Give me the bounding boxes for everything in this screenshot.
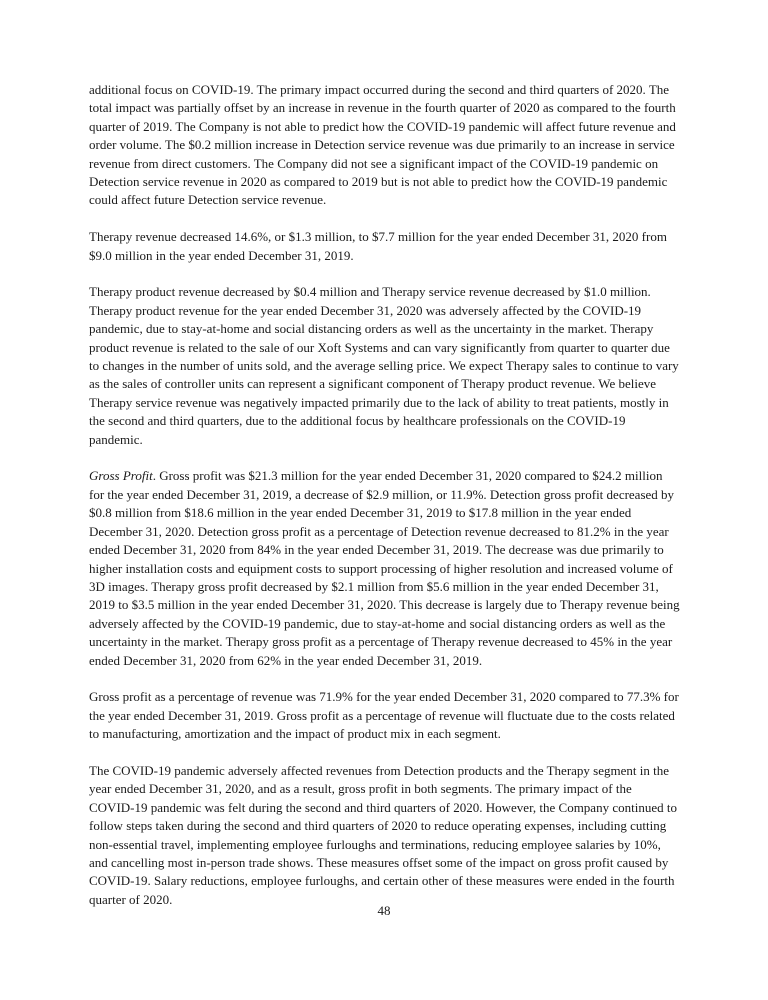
text-line: quarter of 2019. The Company is not able to predict how the COVID-19 pandemic will affect future revenue and <box>89 118 676 134</box>
text-line: ended December 31, 2020 from 84% in the year ended December 31, 2019. The decrease was due primarily to <box>89 542 664 558</box>
text-line: Therapy product revenue decreased by $0.4 million and Therapy service revenue decreased by $1.0 million. <box>89 284 651 300</box>
paragraph-therapy-product-service <box>89 283 689 449</box>
text-line: order volume. The $0.2 million increase in Detection service revenue was due primarily to an increase in service <box>89 137 675 153</box>
text-line: follow steps taken during the second and third quarters of 2020 to reduce operating expenses, including cutting <box>89 818 667 834</box>
text-line: the year ended December 31, 2019. Gross profit as a percentage of revenue will fluctuate due to the costs related <box>89 707 675 723</box>
text-line: The COVID-19 pandemic adversely affected revenues from Detection products and the Therapy segment in the <box>89 762 669 778</box>
text-line: COVID-19 pandemic was felt during the second and third quarters of 2020. However, the Company continued to <box>89 799 677 815</box>
text-line: Therapy revenue decreased 14.6%, or $1.3 million, to $7.7 million for the year ended December 31, 2020 from <box>89 229 667 245</box>
line-text: Gross profit was $21.3 million for the year ended December 31, 2020 compared to $24.2 million <box>155 468 663 484</box>
document-page <box>89 81 689 928</box>
page-number: 48 <box>377 903 391 918</box>
text-line: higher installation costs and equipment costs to support processing of higher resolution and increased volume of <box>89 560 673 576</box>
paragraph-gross-margin <box>89 688 689 743</box>
text-line: Detection service revenue in 2020 as compared to 2019 but is not able to predict how the COVID-19 pandemic <box>89 174 668 190</box>
text-line: to manufacturing, amortization and the impact of product mix in each segment. <box>89 726 501 742</box>
text-line: to changes in the number of units sold, and the average selling price. We expect Therapy sales to continue to vary <box>89 358 679 374</box>
text-line: uncertainty in the market. Therapy gross profit as a percentage of Therapy revenue decreased to 45% in the year <box>89 634 673 650</box>
heading-period: . <box>152 468 156 484</box>
text-line: pandemic. <box>89 431 143 447</box>
text-line: product revenue is related to the sale of our Xoft Systems and can vary significantly from quarter to quarter due <box>89 339 670 355</box>
text-line: December 31, 2020. Detection gross profit as a percentage of Detection revenue decreased to 81.2% in the year <box>89 523 669 539</box>
text-line: 3D images. Therapy gross profit decreased by $2.1 million from $5.6 million in the year ended December 31, <box>89 578 659 594</box>
text-line: as the sales of controller units can represent a significant component of Therapy product revenue. We believe <box>89 376 657 392</box>
text-line: Therapy service revenue was negatively impacted primarily due to the lack of ability to treat patients, mostly in <box>89 394 669 410</box>
text-line <box>89 467 689 485</box>
text-line: for the year ended December 31, 2019, a decrease of $2.9 million, or 11.9%. Detection gross profit decreased by <box>89 486 675 502</box>
text-line: additional focus on COVID-19. The primary impact occurred during the second and third quarters of 2020. The <box>89 82 670 97</box>
text-line: non-essential travel, implementing employee furloughs and terminations, reducing employee salaries by 10%, <box>89 836 661 852</box>
text-line: $9.0 million in the year ended December 31, 2019. <box>89 247 354 263</box>
paragraph-gross-profit <box>89 467 689 669</box>
text-line: $0.8 million from $18.6 million in the year ended December 31, 2019 to $17.8 million in the year ended <box>89 505 632 521</box>
text-line: quarter of 2020. <box>89 891 173 907</box>
paragraph-therapy-revenue <box>89 228 689 265</box>
paragraph-detection-covid-impact <box>89 81 689 210</box>
text-line: ended December 31, 2020 from 62% in the year ended December 31, 2019. <box>89 652 483 668</box>
section-heading: Gross Profit <box>89 468 153 484</box>
text-line: Gross profit as a percentage of revenue was 71.9% for the year ended December 31, 2020 compared to 77.3% for <box>89 689 679 705</box>
text-line: COVID-19. Salary reductions, employee furloughs, and certain other of these measures were ended in the fourth <box>89 873 675 889</box>
text-line: the second and third quarters, due to the additional focus by healthcare professionals on the COVID-19 <box>89 413 626 429</box>
text-line: could affect future Detection service revenue. <box>89 192 327 208</box>
text-line: total impact was partially offset by an increase in revenue in the fourth quarter of 2020 as compared to the fourth <box>89 100 676 116</box>
text-line: 2019 to $3.5 million in the year ended December 31, 2020. This decrease is largely due to Therapy revenue being <box>89 597 680 613</box>
text-line: year ended December 31, 2020, and as a result, gross profit in both segments. The primary impact of the <box>89 781 632 797</box>
text-line: revenue from direct customers. The Company did not see a significant impact of the COVID-19 pandemic on <box>89 155 659 171</box>
text-line: Therapy product revenue for the year ended December 31, 2020 was adversely affected by the COVID-19 <box>89 302 642 318</box>
text-line: pandemic, due to stay-at-home and social distancing orders as well as the uncertainty in the market. Therapy <box>89 321 654 337</box>
text-line: adversely affected by the COVID-19 pandemic, due to stay-at-home and social distancing orders as well as the <box>89 615 666 631</box>
text-line: and cancelling most in-person trade shows. These measures offset some of the impact on gross profit caused by <box>89 854 669 870</box>
paragraph-covid-measures <box>89 762 689 909</box>
